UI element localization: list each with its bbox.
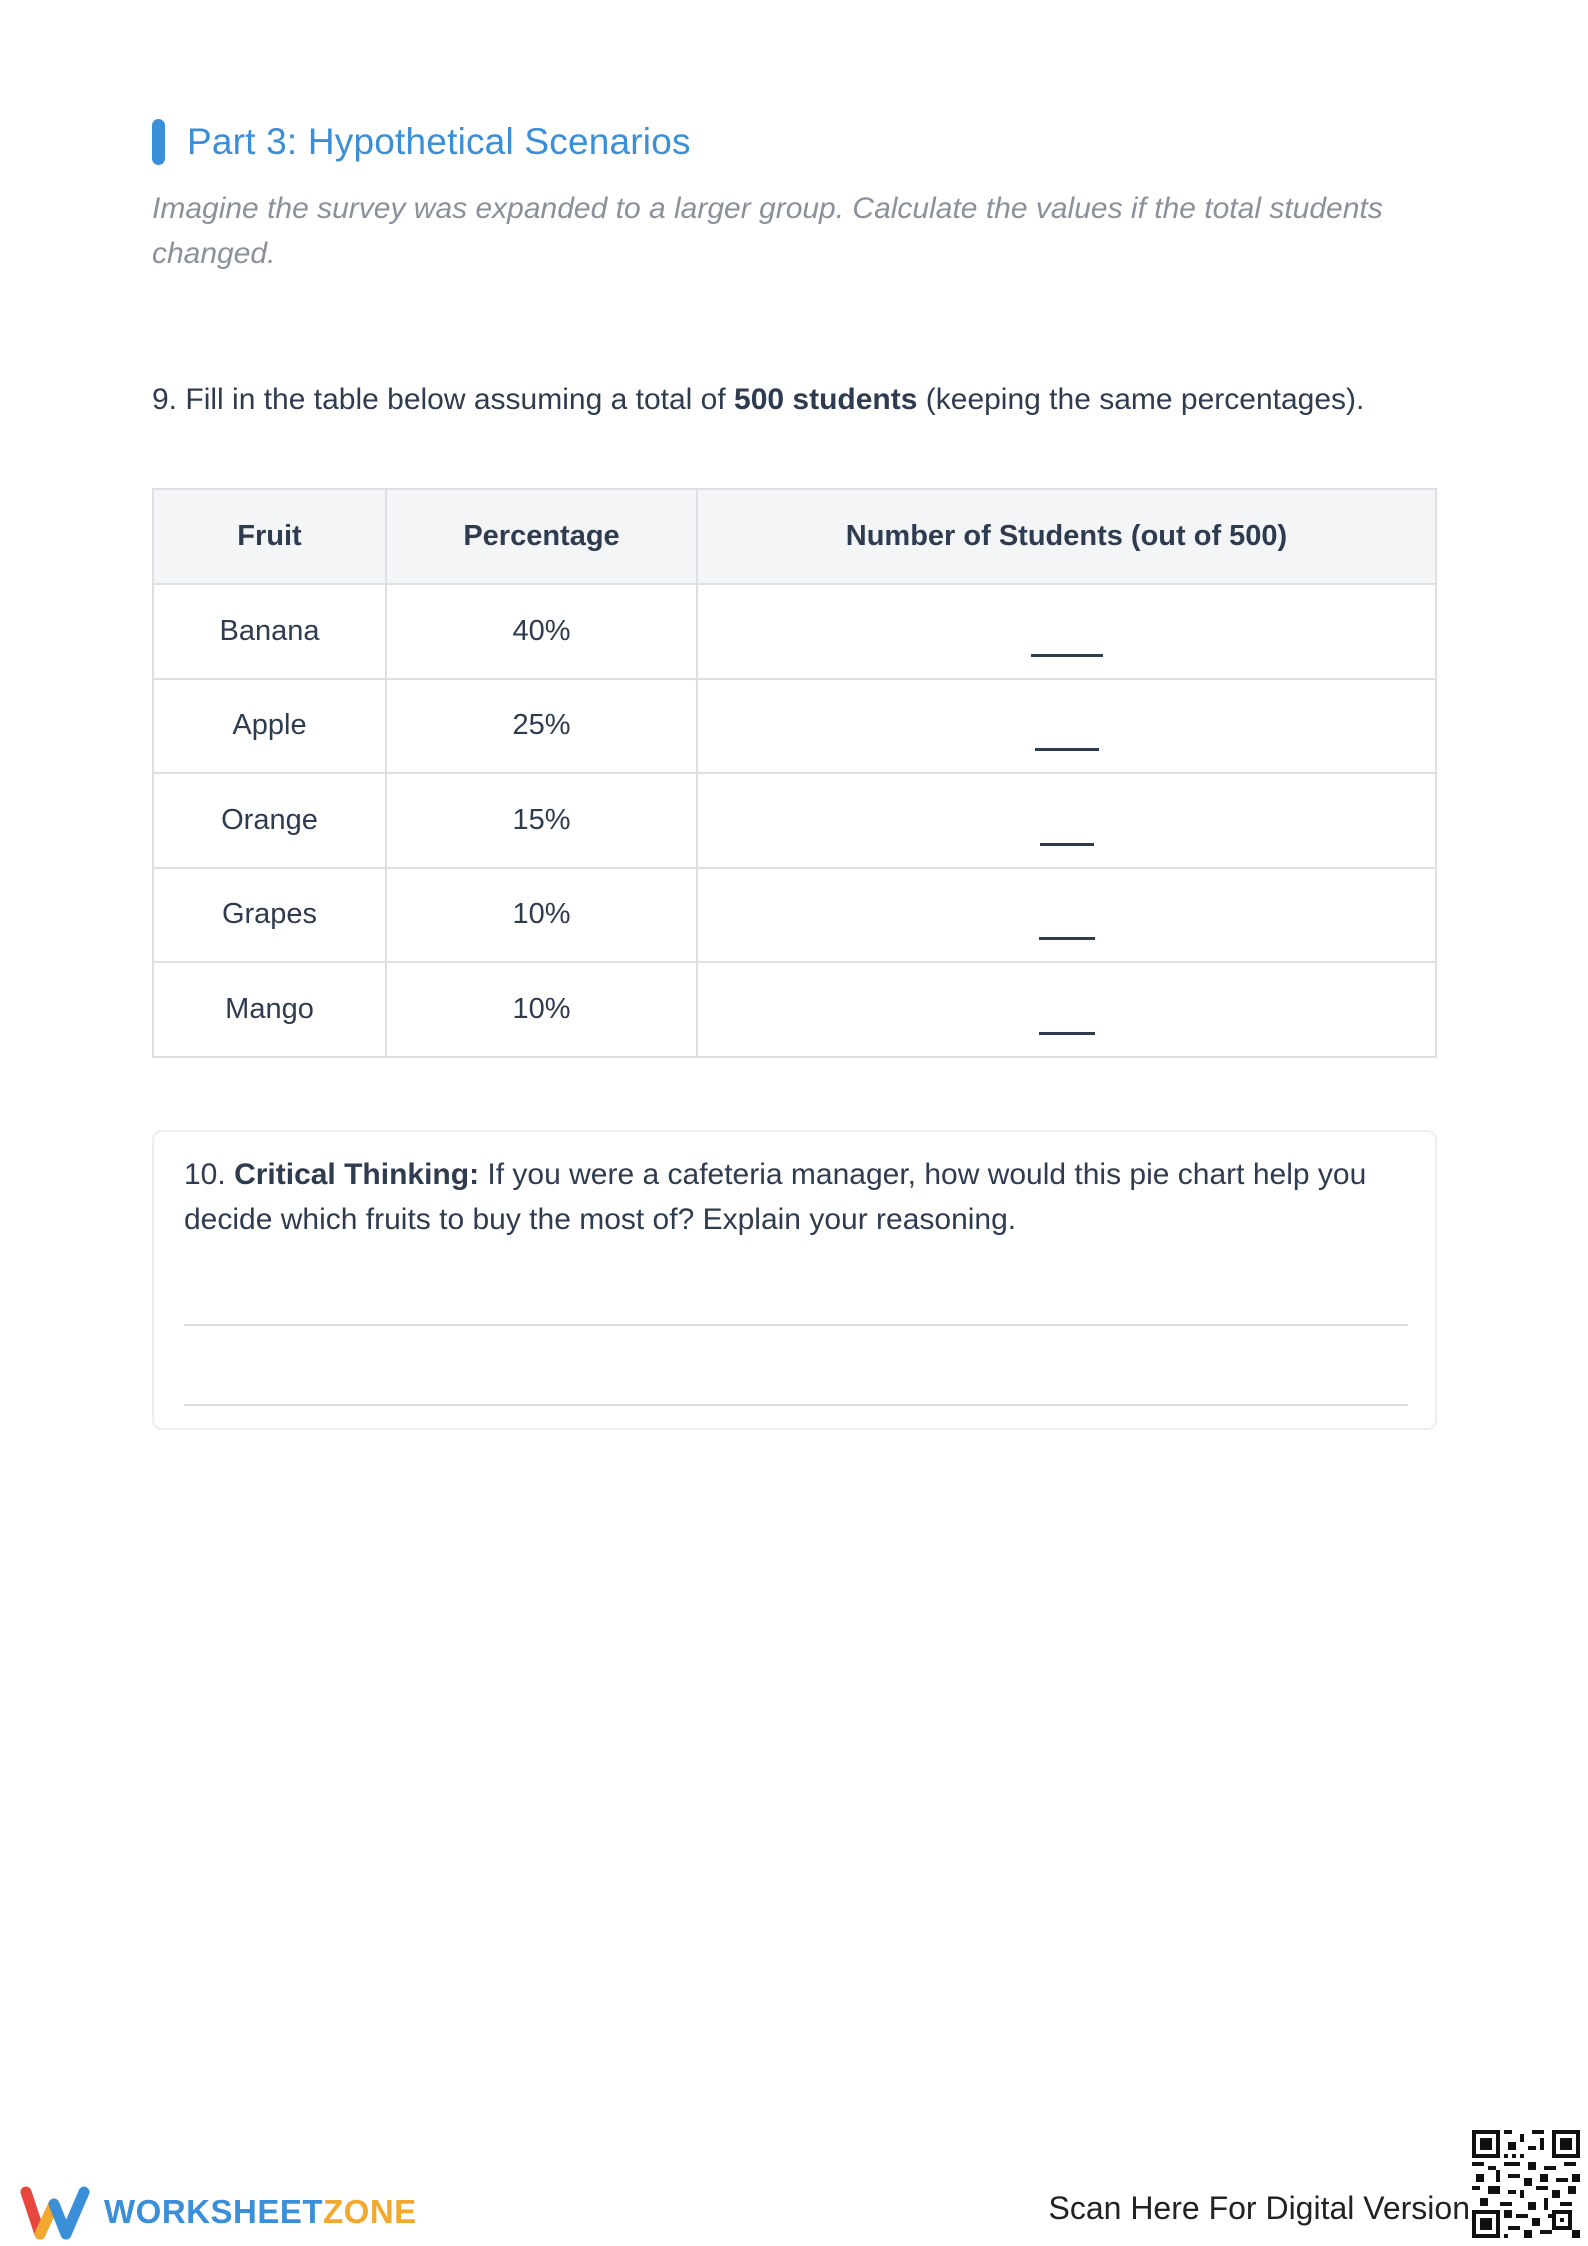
question-9 <box>152 377 1392 422</box>
fruit-table <box>152 488 1437 1058</box>
header-students: Number of Students (out of 500) <box>697 489 1436 584</box>
logo-w-icon <box>20 2184 92 2240</box>
table-row <box>153 584 1436 679</box>
section-title: Part 3: Hypothetical Scenarios <box>187 121 691 162</box>
answer-line[interactable] <box>184 1404 1408 1406</box>
fruit-cell: Grapes <box>153 868 386 963</box>
worksheetzone-logo <box>20 2184 417 2240</box>
question-emphasis: 500 students <box>734 383 918 416</box>
question-text-end: (keeping the same percentages). <box>925 383 1365 416</box>
percentage-cell: 10% <box>386 868 697 963</box>
table-row <box>153 679 1436 774</box>
table-row <box>153 962 1436 1057</box>
question-number: 9. <box>152 383 178 416</box>
fruit-cell: Mango <box>153 962 386 1057</box>
qr-code-icon[interactable] <box>1472 2130 1580 2238</box>
percentage-cell: 10% <box>386 962 697 1057</box>
answer-blank[interactable] <box>1039 937 1095 940</box>
fruit-cell: Banana <box>153 584 386 679</box>
header-percentage: Percentage <box>386 489 697 584</box>
question-label: Critical Thinking: <box>234 1158 480 1191</box>
section-header <box>152 118 691 166</box>
answer-blank[interactable] <box>1040 843 1094 846</box>
scan-instruction: Scan Here For Digital Version <box>1048 2190 1470 2226</box>
percentage-cell: 40% <box>386 584 697 679</box>
question-text: Fill in the table below assuming a total of <box>185 383 726 416</box>
section-accent-bar <box>152 119 165 165</box>
question-number: 10. <box>184 1158 226 1191</box>
answer-blank[interactable] <box>1035 748 1099 751</box>
logo-text: WORKSHEETZONE <box>104 2193 417 2230</box>
table-row <box>153 868 1436 963</box>
students-answer-cell[interactable] <box>697 773 1436 868</box>
answer-line[interactable] <box>184 1324 1408 1326</box>
answer-blank[interactable] <box>1039 1032 1095 1035</box>
percentage-cell: 25% <box>386 679 697 774</box>
students-answer-cell[interactable] <box>697 679 1436 774</box>
header-fruit: Fruit <box>153 489 386 584</box>
students-answer-cell[interactable] <box>697 868 1436 963</box>
percentage-cell: 15% <box>386 773 697 868</box>
fruit-cell: Orange <box>153 773 386 868</box>
fruit-cell: Apple <box>153 679 386 774</box>
section-intro: Imagine the survey was expanded to a larger group. Calculate the values if the total students changed. <box>152 192 1383 270</box>
table-header-row <box>153 489 1436 584</box>
question-10 <box>184 1152 1404 1242</box>
question-10-card <box>152 1130 1437 1430</box>
students-answer-cell[interactable] <box>697 962 1436 1057</box>
students-answer-cell[interactable] <box>697 584 1436 679</box>
table-row <box>153 773 1436 868</box>
question-text: If you were a cafeteria manager, how would this pie chart help you decide which fruits to buy the most of? Explain your reasoning. <box>184 1158 1367 1236</box>
answer-blank[interactable] <box>1031 654 1103 657</box>
